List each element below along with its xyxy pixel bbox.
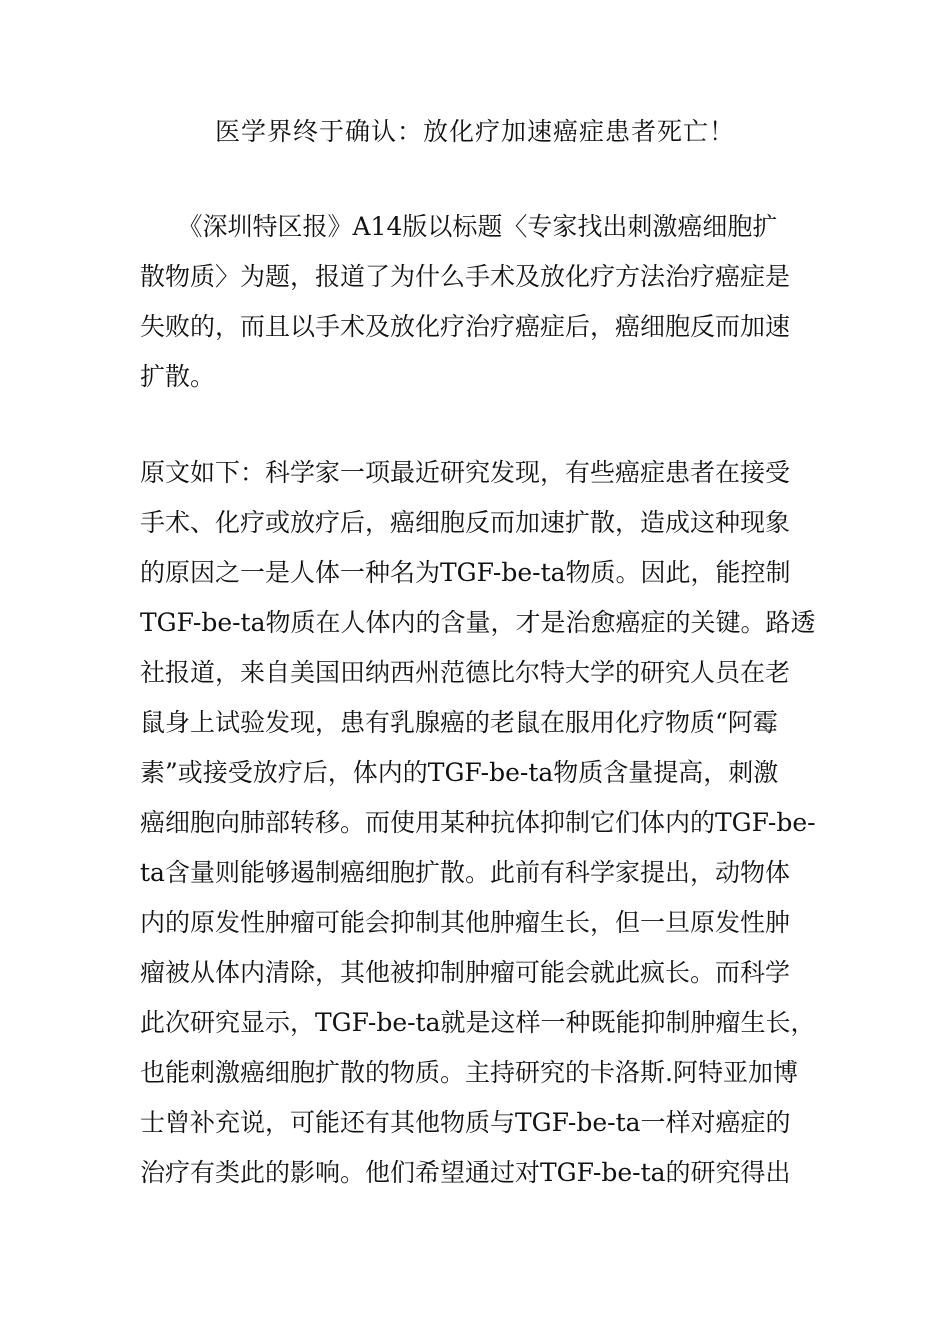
paragraph-intro <box>140 202 830 402</box>
paragraph-line: 素”或接受放疗后，体内的TGF-be-ta物质含量提高，刺激 <box>140 758 779 787</box>
paragraph-line: 原文如下：科学家一项最近研究发现，有些癌症患者在接受 <box>140 458 791 487</box>
paragraph-line: 瘤被从体内清除，其他被抑制肿瘤可能会就此疯长。而科学 <box>140 958 791 987</box>
paragraph-line: 社报道，来自美国田纳西州范德比尔特大学的研究人员在老 <box>140 658 791 687</box>
paragraph-line: 癌细胞向肺部转移。而使用某种抗体抑制它们体内的TGF-be- <box>140 808 816 837</box>
page-title: 医学界终于确认：放化疗加速癌症患者死亡！ <box>214 117 735 146</box>
paragraph-line: 扩散。 <box>140 362 216 391</box>
paragraph-line: 散物质〉为题，报道了为什么手术及放化疗方法治疗癌症是 <box>140 262 791 291</box>
paragraph-line: 的原因之一是人体一种名为TGF-be-ta物质。因此，能控制 <box>140 558 791 587</box>
paragraph-line: ta含量则能够遏制癌细胞扩散。此前有科学家提出，动物体 <box>140 858 790 887</box>
paragraph-original-text <box>140 448 830 1198</box>
paragraph-line: 失败的，而且以手术及放化疗治疗癌症后，癌细胞反而加速 <box>140 312 791 341</box>
paragraph-line: TGF-be-ta物质在人体内的含量，才是治愈癌症的关键。路透 <box>140 608 816 637</box>
paragraph-line: 此次研究显示，TGF-be-ta就是这样一种既能抑制肿瘤生长， <box>140 1008 816 1037</box>
paragraph-line: 鼠身上试验发现，患有乳腺癌的老鼠在服用化疗物质“阿霉 <box>140 708 778 737</box>
paragraph-line: 内的原发性肿瘤可能会抑制其他肿瘤生长，但一旦原发性肿 <box>140 908 791 937</box>
paragraph-line: 治疗有类此的影响。他们希望通过对TGF-be-ta的研究得出 <box>140 1158 791 1187</box>
paragraph-line: 《深圳特区报》A14版以标题〈专家找出刺激癌细胞扩 <box>140 212 778 241</box>
paragraph-line: 也能刺激癌细胞扩散的物质。主持研究的卡洛斯.阿特亚加博 <box>140 1058 798 1087</box>
paragraph-line: 手术、化疗或放疗后，癌细胞反而加速扩散，造成这种现象 <box>140 508 791 537</box>
paragraph-line: 士曾补充说，可能还有其他物质与TGF-be-ta一样对癌症的 <box>140 1108 791 1137</box>
